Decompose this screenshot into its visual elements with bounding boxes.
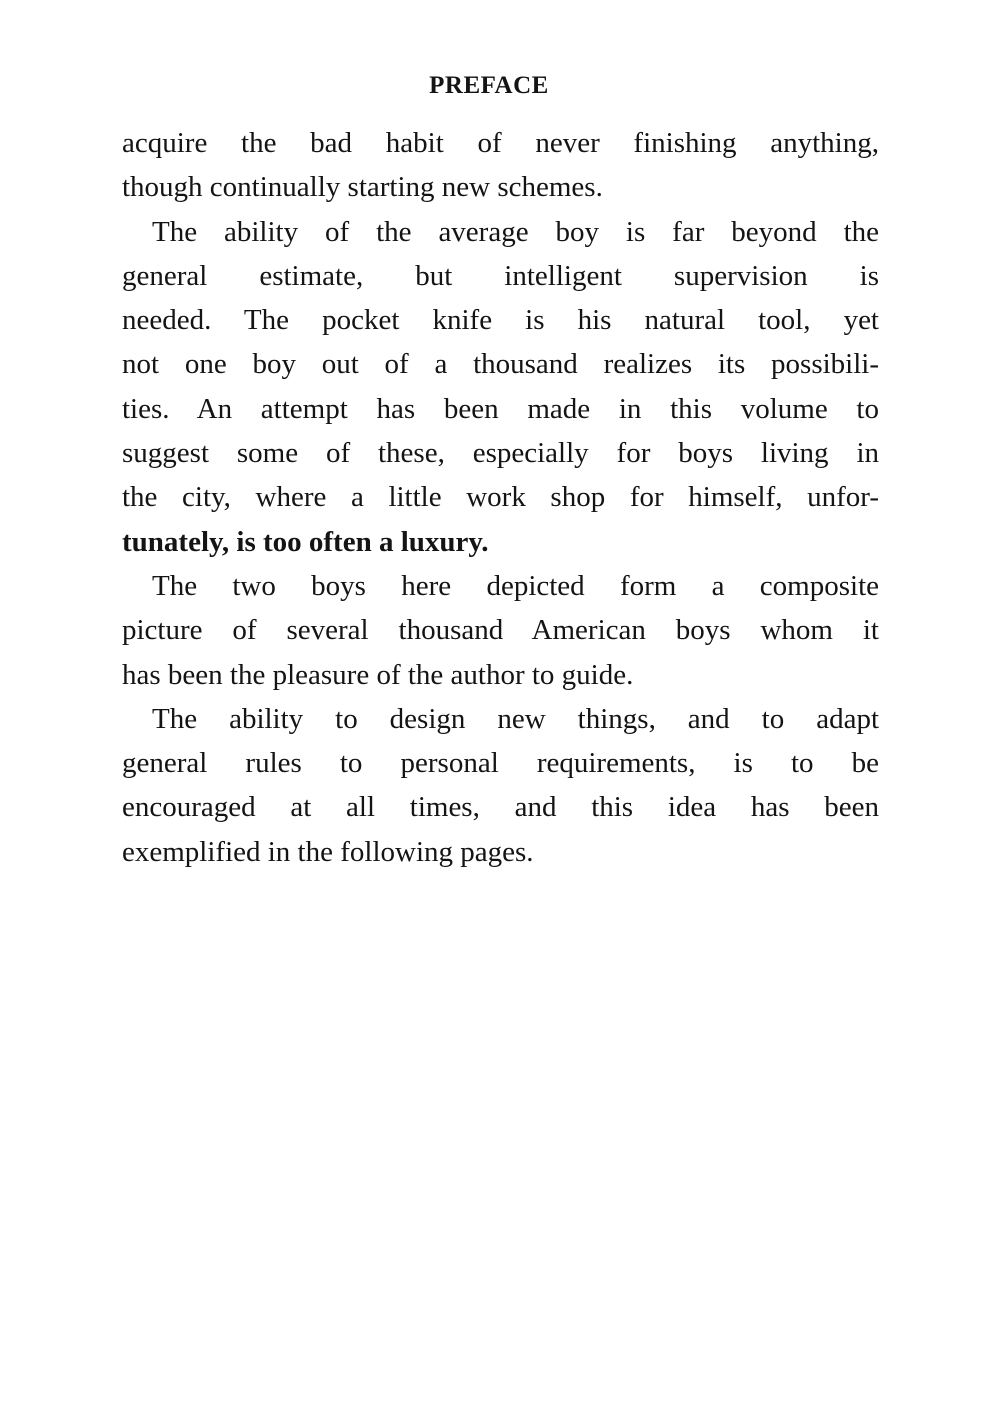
- text-line: suggest some of these, especially for boys living in: [122, 437, 879, 470]
- text-line: The ability to design new things, and to adapt: [152, 702, 879, 735]
- text-line: encouraged at all times, and this idea has been: [122, 791, 879, 824]
- text-line: the city, where a little work shop for himself, unfor-: [122, 481, 879, 514]
- preface-body: [122, 121, 879, 874]
- text-line: exemplified in the following pages.: [122, 835, 534, 868]
- text-line: general estimate, but intelligent supervision is: [122, 259, 879, 292]
- running-head: PREFACE: [429, 72, 549, 99]
- text-line: not one boy out of a thousand realizes its possibili-: [122, 348, 879, 381]
- text-line: ties. An attempt has been made in this volume to: [122, 392, 879, 425]
- paragraph: [122, 697, 879, 874]
- text-line: needed. The pocket knife is his natural tool, yet: [122, 304, 879, 337]
- paragraph: [122, 564, 879, 697]
- text-line: though continually starting new schemes.: [122, 171, 603, 204]
- text-line: The ability of the average boy is far beyond the: [152, 215, 879, 248]
- text-line: tunately, is too often a luxury.: [122, 525, 489, 558]
- text-line: picture of several thousand American boys whom it: [122, 614, 879, 647]
- text-line: has been the pleasure of the author to guide.: [122, 658, 634, 691]
- text-line: The two boys here depicted form a composite: [152, 569, 879, 602]
- paragraph: [122, 210, 879, 564]
- text-line: acquire the bad habit of never finishing anything,: [122, 127, 879, 159]
- text-line: general rules to personal requirements, is to be: [122, 747, 879, 780]
- paragraph: [122, 121, 879, 210]
